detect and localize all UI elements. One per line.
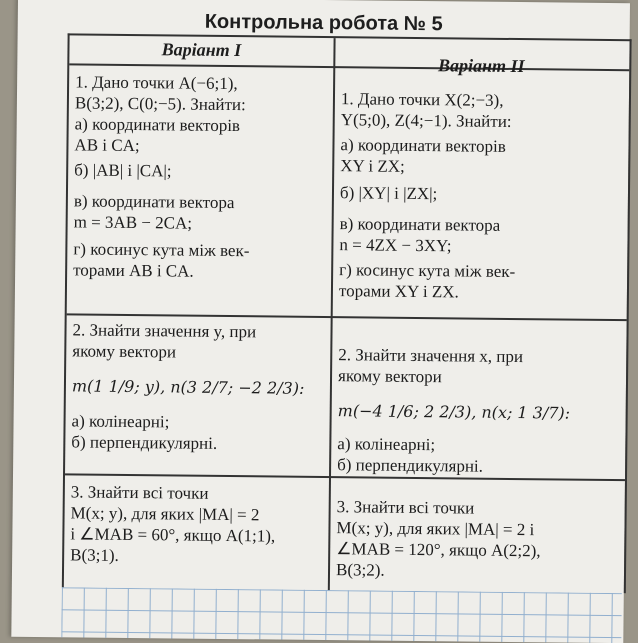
task-line: M(x; y), для яких |MA| = 2 [70, 503, 260, 525]
task-line: і ∠MAB = 60°, якщо A(1;1), [70, 524, 276, 546]
variant-1-task-2 [71, 319, 328, 455]
variant-2-task-2 [337, 344, 622, 478]
task-line: 2. Знайти значення y, при [72, 320, 257, 342]
task-line: n = 4ZX − 3XY; [339, 235, 452, 256]
variant-1-task-1 [73, 71, 331, 283]
task-line: B(3;2), C(0;−5). Знайти: [74, 93, 246, 115]
task-line: XY і ZX; [340, 156, 405, 176]
vectors-expression: m(−4 1/6; 2 2/3), n(x; 1 3/7): [337, 401, 571, 423]
variant-1-header: Варіант I [161, 39, 242, 61]
task-line: торами AB і CA. [73, 260, 194, 281]
variant-2-task-1 [339, 88, 625, 304]
task-line: B(3;1). [70, 545, 119, 565]
variant-2-task-3 [336, 496, 621, 583]
task-line: в) координати вектора [73, 191, 235, 213]
task-line: якому вектори [337, 366, 442, 387]
task-line: AB і CA; [74, 135, 140, 156]
task-line: якому вектори [72, 341, 177, 362]
task-line: а) координати векторів [74, 114, 241, 136]
variant-2-header: Варіант II [437, 55, 525, 77]
task-line: б) |AB| і |CA|; [74, 160, 172, 181]
task-line: б) перпендикулярні. [71, 432, 218, 453]
graph-paper-grid [61, 587, 621, 643]
task-line: а) координати векторів [340, 135, 506, 156]
vectors-expression: m(1 1/9; y), n(3 2/7; −2 2/3): [71, 376, 305, 398]
variants-table [62, 33, 632, 593]
task-line: б) перпендикулярні. [337, 455, 484, 476]
task-line: m = 3AB − 2CA; [73, 212, 193, 233]
task-line: ∠MAB = 120°, якщо A(2;2), [336, 539, 541, 561]
worksheet-paper [11, 0, 630, 643]
task-line: 3. Знайти всі точки [336, 497, 475, 518]
task-line: M(x; y), для яких |MA| = 2 і [336, 518, 535, 540]
task-line: б) |XY| і |ZX|; [339, 183, 438, 204]
task-line: а) колінеарні; [71, 411, 170, 432]
task-line: торами XY і ZX. [338, 281, 459, 302]
task-line: г) косинус кута між век- [339, 260, 516, 282]
task-line: а) колінеарні; [337, 434, 436, 455]
task-line: 1. Дано точки A(−6;1), [75, 72, 238, 94]
task-line: г) косинус кута між век- [73, 239, 250, 261]
task-line: 2. Знайти значення x, при [338, 345, 524, 367]
worksheet-title: Контрольна робота № 5 [204, 10, 443, 36]
task-line: 1. Дано точки X(2;−3), [340, 89, 504, 110]
task-line: B(3;2). [335, 560, 385, 580]
variant-1-task-3 [70, 481, 327, 568]
task-line: Y(5;0), Z(4;−1). Знайти: [340, 110, 512, 131]
task-line: в) координати вектора [339, 214, 501, 235]
task-line: 3. Знайти всі точки [70, 482, 209, 503]
